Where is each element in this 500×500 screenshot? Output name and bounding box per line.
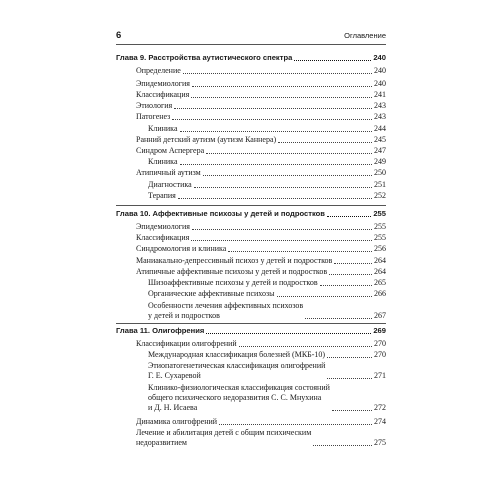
toc-entry: Лечение и абилитация детей с общим психическим недоразвитием 275 [136, 428, 386, 447]
toc-entry: Шизоаффективные психозы у детей и подростков 265 [148, 278, 386, 287]
toc-entry: Этиопатогенетическая классификация олигофрений Г. Е. Сухаревой 271 [148, 361, 386, 380]
toc-entry: Классификации олигофрений 270 [136, 339, 386, 348]
toc-chapter-11 [116, 326, 386, 336]
header-rule [116, 44, 386, 45]
section-rule [116, 205, 386, 206]
toc-entry: Классификация 255 [136, 233, 386, 242]
toc-entry: Особенности лечения аффективных психозов у детей и подростков 267 [148, 301, 386, 320]
chapter-title: Глава 9. Расстройства аутистического спектра [116, 53, 293, 62]
running-header-title: Оглавление [344, 31, 386, 40]
toc-entry: Эпидемиология 240 [136, 79, 386, 88]
toc-entry: Эпидемиология 255 [136, 222, 386, 231]
section-rule [116, 323, 386, 324]
toc-entry: Определение 240 [136, 66, 386, 75]
toc-entry: Органические аффективные психозы 266 [148, 289, 386, 298]
toc-entry: Классификация 241 [136, 90, 386, 99]
chapter-page: 255 [373, 209, 386, 218]
toc-entry: Динамика олигофрений 274 [136, 417, 386, 426]
toc-entry: Клиника 249 [148, 157, 386, 166]
toc-entry: Терапия 252 [148, 191, 386, 200]
toc-chapter-9 [116, 53, 386, 63]
toc-entry: Патогенез 243 [136, 112, 386, 121]
toc-entry: Этиология 243 [136, 101, 386, 110]
toc-entry: Диагностика 251 [148, 180, 386, 189]
page-number: 6 [116, 30, 122, 41]
toc-entry: Атипичный аутизм 250 [136, 168, 386, 177]
chapter-page: 269 [373, 326, 386, 335]
toc-entry: Синдромология и клиника 256 [136, 244, 386, 253]
toc-chapter-10 [116, 209, 386, 219]
toc-entry: Клинико-физиологическая классификация состояний общего психического недоразвития С. С. Мнухина и Д. Н. Исаева 272 [148, 383, 386, 412]
toc-entry: Атипичные аффективные психозы у детей и подростков 264 [136, 267, 386, 276]
toc-entry: Маниакально-депрессивный психоз у детей и подростков 264 [136, 256, 386, 265]
toc-entry: Международная классификация болезней (МКБ-10) 270 [148, 350, 386, 359]
toc-entry: Клиника 244 [148, 124, 386, 133]
toc-entry: Синдром Аспергера 247 [136, 146, 386, 155]
toc-entry: Ранний детский аутизм (аутизм Каннера) 245 [136, 135, 386, 144]
chapter-page: 240 [373, 53, 386, 62]
chapter-title: Глава 10. Аффективные психозы у детей и подростков [116, 209, 325, 218]
chapter-title: Глава 11. Олигофрения [116, 326, 205, 335]
page-header [116, 30, 386, 42]
